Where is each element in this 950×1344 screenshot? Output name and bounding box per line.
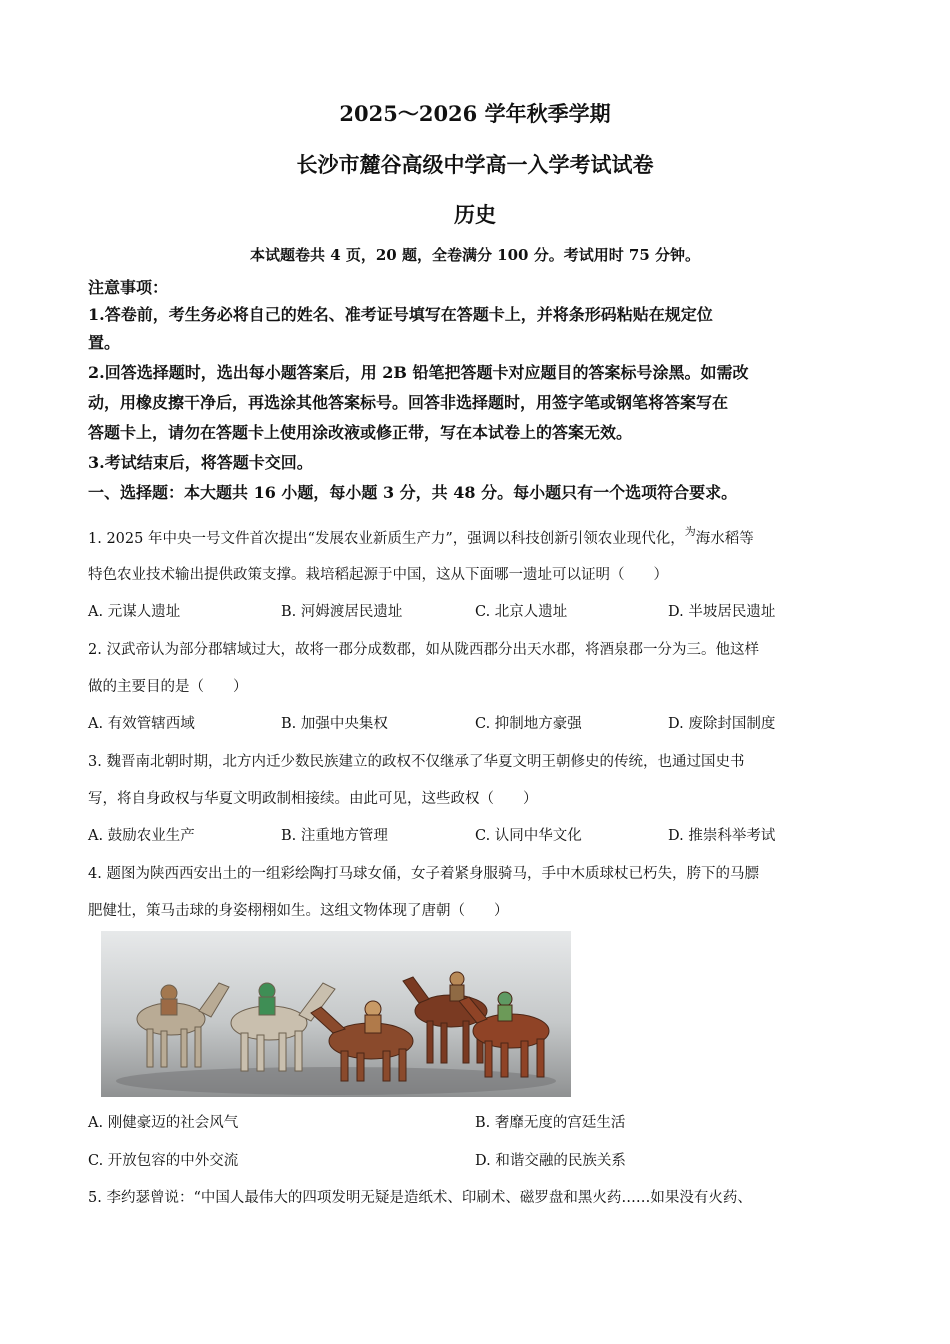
question-1-line-2: 特色农业技术输出提供政策支撑。栽培稻起源于中国，这从下面哪一遗址可以证明（ ） bbox=[88, 567, 668, 583]
q4-option-a: A. 刚健豪迈的社会风气 bbox=[88, 1115, 239, 1131]
question-4-line-1: 4. 题图为陕西西安出土的一组彩绘陶打马球女俑，女子着紧身服骑马，手中木质球杖已朽失，胯下的马膘 bbox=[88, 866, 759, 882]
exam-year: 2025～2026 学年秋季学期 bbox=[339, 101, 611, 126]
q2-option-b: B. 加强中央集权 bbox=[281, 716, 388, 732]
section-heading: 一、选择题：本大题共 16 小题，每小题 3 分，共 48 分。每小题只有一个选项符合要求。 bbox=[88, 483, 738, 502]
q1-option-d: D. 半坡居民遗址 bbox=[668, 604, 776, 620]
q4-option-d: D. 和谐交融的民族关系 bbox=[475, 1153, 626, 1169]
horse-figurine-5 bbox=[459, 992, 549, 1077]
notes-heading: 注意事项： bbox=[88, 278, 169, 297]
q3-option-d: D. 推崇科举考试 bbox=[668, 828, 776, 844]
q1-option-b: B. 河姆渡居民遗址 bbox=[281, 604, 403, 620]
subject-title: 历史 bbox=[454, 202, 496, 227]
q2-option-c: C. 抑制地方豪强 bbox=[475, 716, 582, 732]
q1-superscript: 为 bbox=[684, 525, 696, 538]
note-1-line-2: 置。 bbox=[88, 333, 121, 352]
q1-option-c: C. 北京人遗址 bbox=[475, 604, 568, 620]
question-5-line-1: 5. 李约瑟曾说：“中国人最伟大的四项发明无疑是造纸术、印刷术、磁罗盘和黑火药……如果没有火药、 bbox=[88, 1190, 752, 1206]
q2-option-d: D. 废除封国制度 bbox=[668, 716, 776, 732]
note-1-line-1: 1.答卷前，考生务必将自己的姓名、准考证号填写在答题卡上，并将条形码粘贴在规定位 bbox=[88, 305, 713, 324]
q1-text-b: 海水稻等 bbox=[695, 531, 754, 547]
question-3-line-1: 3. 魏晋南北朝时期，北方内迁少数民族建立的政权不仅继承了华夏文明王朝修史的传统，也通过国史书 bbox=[88, 754, 745, 770]
exam-info: 本试题卷共 4 页，20 题，全卷满分 100 分。考试用时 75 分钟。 bbox=[249, 246, 701, 264]
note-3: 3.考试结束后，将答题卡交回。 bbox=[88, 453, 313, 472]
note-2-line-3: 答题卡上，请勿在答题卡上使用涂改液或修正带，写在本试卷上的答案无效。 bbox=[88, 423, 633, 442]
question-2-line-1: 2. 汉武帝认为部分郡辖域过大，故将一郡分成数郡，如从陇西郡分出天水郡，将酒泉郡一分为三。他这样 bbox=[88, 642, 759, 658]
horse-figurine-2 bbox=[231, 983, 335, 1071]
question-4-line-2: 肥健壮，策马击球的身姿栩栩如生。这组文物体现了唐朝（ ） bbox=[88, 903, 509, 919]
q4-option-b: B. 奢靡无度的宫廷生活 bbox=[475, 1115, 626, 1131]
question-3-line-2: 写，将自身政权与华夏文明政制相接续。由此可见，这些政权（ ） bbox=[88, 791, 538, 807]
q1-text-a: 1. 2025 年中央一号文件首次提出“发展农业新质生产力”，强调以科技创新引领农业现代化， bbox=[88, 531, 685, 547]
polo-figurines-photo bbox=[101, 931, 571, 1097]
question-2-line-2: 做的主要目的是（ ） bbox=[88, 679, 248, 695]
q1-option-a: A. 元谋人遗址 bbox=[88, 604, 181, 620]
q4-option-c: C. 开放包容的中外交流 bbox=[88, 1153, 239, 1169]
q2-option-a: A. 有效管辖西域 bbox=[88, 716, 195, 732]
note-2-line-2: 动，用橡皮擦干净后，再选涂其他答案标号。回答非选择题时，用签字笔或钢笔将答案写在 bbox=[88, 393, 729, 412]
polo-figurines-illustration bbox=[101, 931, 571, 1097]
question-1-line-1 bbox=[88, 523, 754, 548]
q3-option-a: A. 鼓励农业生产 bbox=[88, 828, 195, 844]
horse-figurine-1 bbox=[137, 983, 229, 1067]
q3-option-c: C. 认同中华文化 bbox=[475, 828, 582, 844]
school-title: 长沙市麓谷高级中学高一入学考试试卷 bbox=[296, 152, 654, 177]
note-2-line-1: 2.回答选择题时，选出每小题答案后，用 2B 铅笔把答题卡对应题目的答案标号涂黑。如需改 bbox=[88, 363, 749, 382]
q3-option-b: B. 注重地方管理 bbox=[281, 828, 388, 844]
